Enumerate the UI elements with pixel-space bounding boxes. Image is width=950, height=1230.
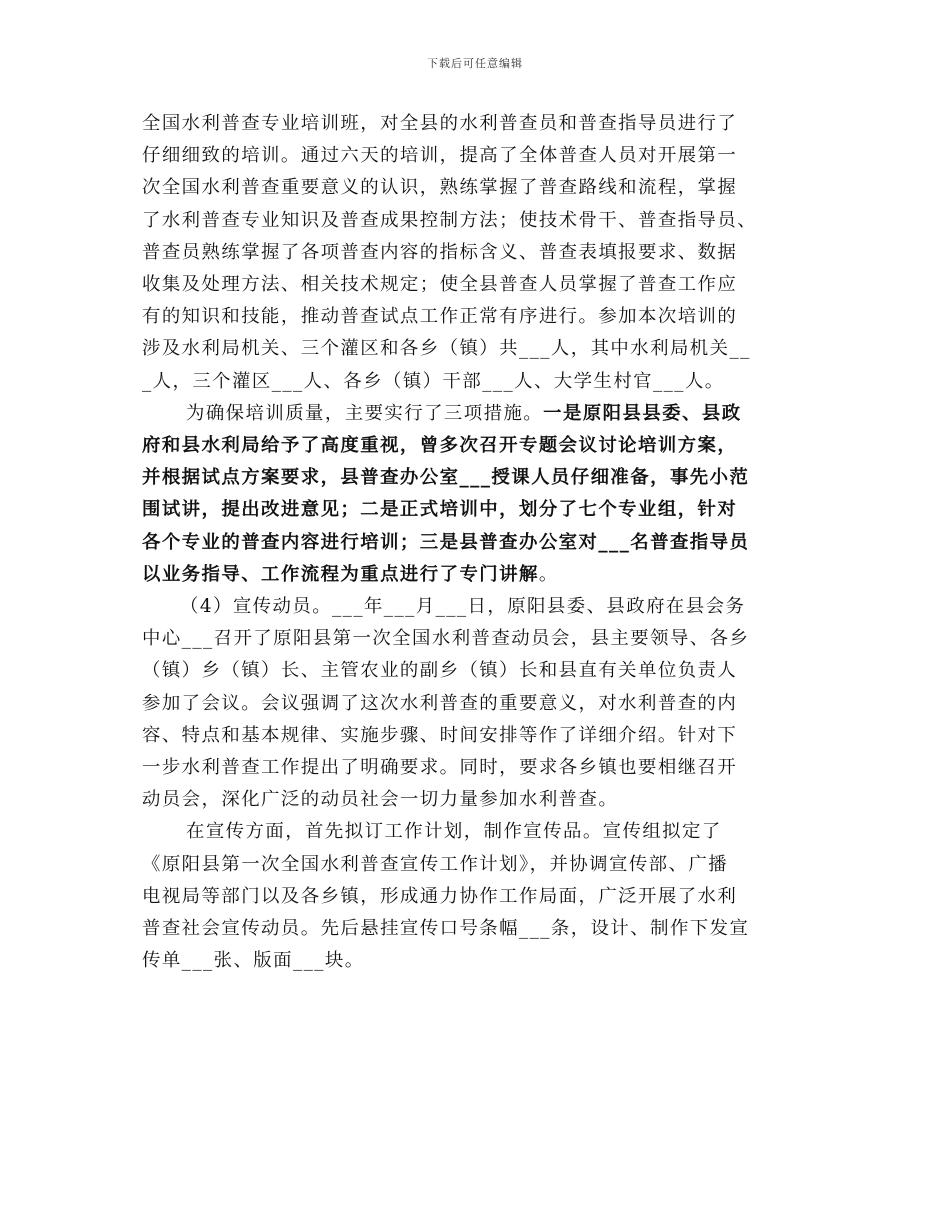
- text-normal: 为确保培训质量，主要实行了三项措施。: [186, 402, 544, 424]
- text-line: [142, 559, 814, 591]
- text-line: _人，三个灌区___人、各乡（镇）干部___人、大学生村官___人。: [142, 370, 725, 392]
- text-line: 全国水利普查专业培训班，对全县的水利普查员和普查指导员进行了: [142, 113, 738, 134]
- text-line: 《原阳县第一次全国水利普查宣传工作计划》，并协调宣传部、广播: [142, 853, 729, 875]
- document-body: [142, 108, 814, 977]
- text-line-bold: 并根据试点方案要求，县普查办公室___授课人员仔细准备，事先小范: [142, 467, 750, 489]
- text-line: 中心___召开了原阳县第一次全国水利普查动员会，县主要领导、各乡: [142, 628, 750, 650]
- text-bold: 以业务指导、工作流程为重点进行了专门讲解: [142, 563, 539, 585]
- text-line: 在宣传方面，首先拟订工作计划，制作宣传品。宣传组拟定了: [186, 821, 722, 843]
- text-line: 一步水利普查工作提出了明确要求。同时，要求各乡镇也要相继召开: [142, 757, 738, 779]
- text-line: [142, 398, 814, 430]
- text-bold: 一是原阳县县委、县政: [543, 402, 742, 424]
- text-line: 参加了会议。会议强调了这次水利普查的重要意义，对水利普查的内: [142, 692, 738, 714]
- page-header: 下载后可任意编辑: [427, 57, 523, 70]
- text-line: 普查员熟练掌握了各项普查内容的指标含义、普查表填报要求、数据: [142, 241, 738, 263]
- text-line: 动员会，深化广泛的动员社会一切力量参加水利普查。: [142, 789, 619, 811]
- text-line: 有的知识和技能，推动普查试点工作正常有序进行。参加本次培训的: [142, 306, 738, 328]
- text-line-bold: 围试讲，提出改进意见；二是正式培训中，划分了七个专业组，针对: [142, 499, 738, 521]
- paragraph-training-measures: [142, 398, 814, 591]
- text-line: 容、特点和基本规律、实施步骤、时间安排等作了详细介绍。针对下: [142, 724, 738, 746]
- paragraph-training-overview: [142, 108, 814, 398]
- text-line: （镇）乡（镇）长、主管农业的副乡（镇）长和县直有关单位负责人: [142, 660, 738, 682]
- paragraph-publicity-mobilization: [142, 591, 814, 816]
- text-line: 仔细细致的培训。通过六天的培训，提高了全体普查人员对开展第一: [142, 145, 738, 167]
- text-line: 电视局等部门以及各乡镇，形成通力协作工作局面，广泛开展了水利: [142, 885, 738, 907]
- text-line-bold: 府和县水利局给予了高度重视，曾多次召开专题会议讨论培训方案，: [142, 435, 738, 457]
- text-line: 普查社会宣传动员。先后悬挂宣传口号条幅___条，设计、制作下发宣: [142, 918, 750, 940]
- text-line: 收集及处理方法、相关技术规定；使全县普查人员掌握了普查工作应: [142, 274, 738, 296]
- text-line: 次全国水利普查重要意义的认识，熟练掌握了普查路线和流程，掌握: [142, 177, 738, 199]
- text-line: 涉及水利局机关、三个灌区和各乡（镇）共___人，其中水利局机关__: [142, 338, 751, 360]
- text-line: 传单___张、版面___块。: [142, 950, 365, 972]
- text-normal: 。: [538, 563, 559, 585]
- text-line: （4）宣传动员。___年___月___日，原阳县委、县政府在县会务: [180, 596, 746, 618]
- paragraph-publicity-work: [142, 816, 814, 977]
- text-line: 了水利普查专业知识及普查成果控制方法；使技术骨干、普查指导员、: [142, 209, 758, 231]
- text-line-bold: 各个专业的普查内容进行培训；三是县普查办公室对___名普查指导员: [142, 531, 750, 553]
